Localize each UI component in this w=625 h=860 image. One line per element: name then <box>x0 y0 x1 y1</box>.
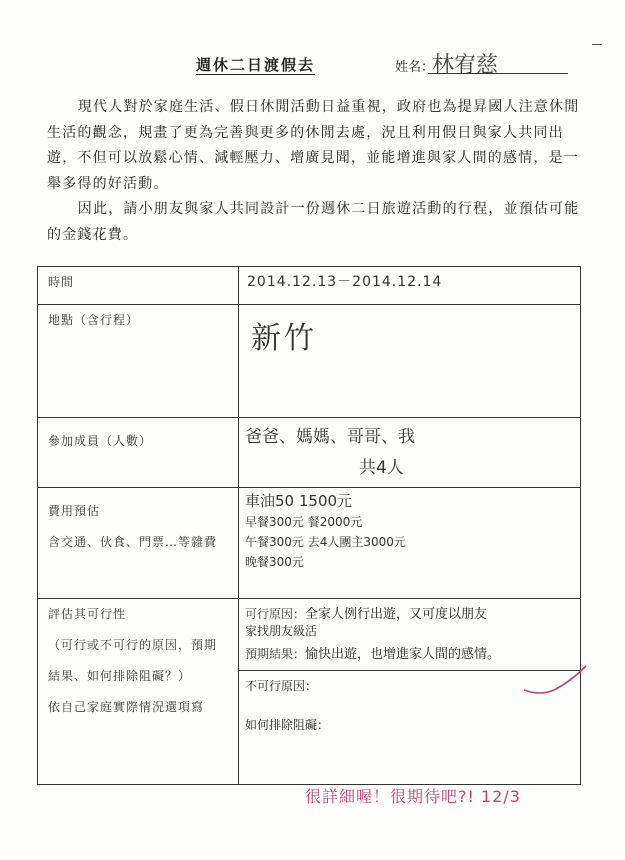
feasible-reason-value: 全家人例行出遊，又可度以朋友 <box>305 607 488 622</box>
teacher-comment: 很詳細喔！很期待吧?! 12/3 <box>305 787 521 806</box>
cost-sub-label: 含交通、伙食、門票…等雜費 <box>48 535 218 549</box>
place-value-cell <box>239 305 581 418</box>
obstacle-label: 如何排除阻礙： <box>245 718 330 732</box>
cost-lines <box>239 488 580 572</box>
row-time <box>38 267 581 305</box>
intro-paragraph-2: 因此，請小朋友與家人共同設計一份週休二日旅遊活動的行程，並預估可能的金錢花費。 <box>47 201 580 243</box>
student-name: 林宥慈 <box>432 53 499 78</box>
expected-row <box>239 639 580 662</box>
eval-sub-3: 依自己家庭實際情況選項寫 <box>48 700 205 714</box>
cost-line: 午餐300元 去4人團主3000元 <box>245 535 406 549</box>
members-label: 參加成員（人數） <box>48 434 153 448</box>
expected-label: 預期結果： <box>245 647 306 661</box>
row-evaluation <box>38 599 581 785</box>
time-label: 時間 <box>48 275 75 289</box>
feasible-reason-value-2: 家找朋友級活 <box>245 624 318 638</box>
cost-label: 費用預估 <box>48 504 101 518</box>
name-underline <box>428 73 568 74</box>
members-total: 共4人 <box>359 458 404 478</box>
eval-sub-2: 結果、如何排除阻礙？） <box>48 669 192 683</box>
cost-label-cell <box>38 488 239 599</box>
trip-plan-table <box>37 266 581 785</box>
row-cost <box>38 488 581 599</box>
row-place <box>38 305 581 418</box>
cost-line: 車油50 1500元 <box>245 492 353 510</box>
eval-label: 評估其可行性 <box>48 607 127 621</box>
cost-line: 早餐300元 餐2000元 <box>245 515 363 529</box>
intro-paragraph-1: 現代人對於家庭生活、假日休閒活動日益重視，政府也為提昇國人注意休閒生活的觀念，規畫了更為完善與更多的休閒去處，況且利用假日與家人共同出遊，不但可以放鬆心情、減輕壓力、增廣見聞，並能增進與家人間的感情，是一舉多得的好活動。 <box>47 99 580 192</box>
members-value-cell <box>239 418 581 488</box>
place-value: 新竹 <box>251 321 317 356</box>
corner-mark <box>592 44 602 45</box>
page-title: 週休二日渡假去 <box>196 56 316 74</box>
feasible-reason-label: 可行原因： <box>245 607 306 621</box>
time-value: 2014.12.13－2014.12.14 <box>247 274 443 290</box>
eval-sub-1: （可行或不可行的原因，預期 <box>48 638 218 652</box>
place-label: 地點（含行程） <box>48 313 140 327</box>
infeasible-label: 不可行原因： <box>245 679 318 693</box>
place-label-cell <box>38 305 239 418</box>
members-label-cell <box>38 418 239 488</box>
members-value: 爸爸、媽媽、哥哥、我 <box>245 427 415 447</box>
cost-value-cell <box>239 488 581 599</box>
row-members <box>38 418 581 488</box>
feasible-reason-row <box>239 599 580 622</box>
teacher-check-icon <box>520 660 590 700</box>
eval-label-cell <box>38 599 239 785</box>
time-label-cell <box>38 267 239 305</box>
intro-text <box>47 95 587 248</box>
worksheet-header <box>0 48 625 84</box>
name-label: 姓名： <box>395 60 435 75</box>
expected-value: 愉快出遊，也增進家人間的感情。 <box>305 647 501 662</box>
time-value-cell <box>239 267 581 305</box>
cost-line: 晚餐300元 <box>245 555 304 569</box>
